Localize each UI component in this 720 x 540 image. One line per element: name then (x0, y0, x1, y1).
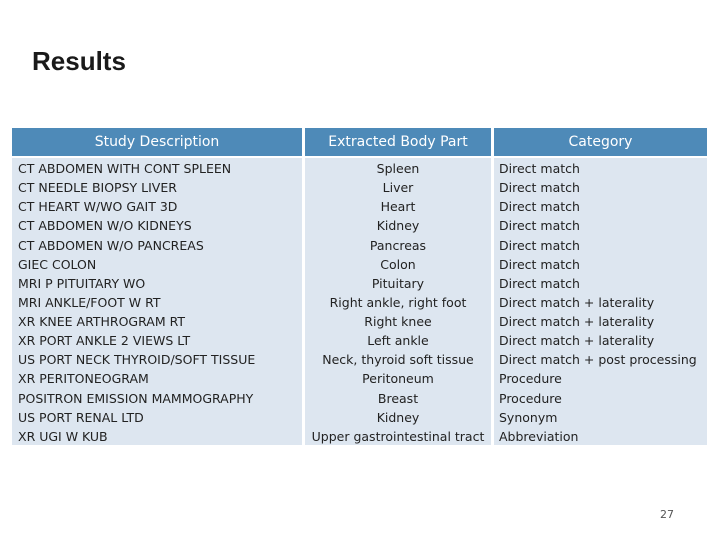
category-cell: Direct match (499, 180, 580, 196)
study-description-cell: CT NEEDLE BIOPSY LIVER (18, 180, 177, 196)
header-extracted-body-part: Extracted Body Part (305, 128, 491, 156)
study-description-cell: US PORT NECK THYROID/SOFT TISSUE (18, 352, 256, 368)
body-part-cell: Colon (380, 256, 416, 272)
study-description-cell: MRI P PITUITARY WO (18, 275, 146, 291)
category-column (494, 158, 707, 445)
body-part-cell: Right knee (364, 314, 432, 329)
header-study-description: Study Description (12, 128, 302, 156)
page-number: 27 (660, 508, 674, 521)
category-cell: Direct match (499, 199, 580, 215)
study-description-cell: CT ABDOMEN WITH CONT SPLEEN (18, 161, 232, 176)
category-cell: Direct match + laterality (499, 314, 655, 329)
study-description-cell: US PORT RENAL LTD (18, 409, 144, 425)
body-part-cell: Left ankle (367, 333, 429, 349)
category-cell: Direct match (499, 237, 580, 253)
study-description-cell: GIEC COLON (18, 256, 97, 272)
body-part-cell: Spleen (376, 161, 420, 176)
category-cell: Synonym (499, 409, 558, 425)
category-cell: Direct match (499, 161, 580, 176)
body-part-cell: Peritoneum (362, 371, 434, 387)
body-part-cell: Upper gastrointestinal tract (311, 428, 485, 444)
body-part-cell: Pancreas (369, 237, 427, 253)
study-description-cell: XR PORT ANKLE 2 VIEWS LT (18, 333, 191, 349)
study-description-column (12, 158, 302, 445)
category-cell: Direct match + laterality (499, 333, 655, 349)
body-part-cell: Kidney (376, 409, 420, 425)
study-description-cell: CT ABDOMEN W/O KIDNEYS (18, 218, 192, 234)
category-cell: Direct match (499, 275, 580, 291)
body-part-cell: Pituitary (371, 275, 425, 291)
study-description-cell: XR KNEE ARTHROGRAM RT (18, 314, 186, 329)
body-part-cell: Right ankle, right foot (329, 294, 467, 310)
body-part-column (305, 158, 491, 445)
category-cell: Direct match (499, 256, 580, 272)
study-description-cell: CT ABDOMEN W/O PANCREAS (18, 237, 204, 253)
category-cell: Direct match + post processing (499, 352, 697, 368)
slide-title: Results (32, 46, 126, 76)
body-part-cell: Liver (382, 180, 414, 196)
study-description-cell: CT HEART W/WO GAIT 3D (18, 199, 178, 215)
category-cell: Procedure (499, 371, 562, 387)
study-description-cell: XR UGI W KUB (18, 428, 108, 444)
body-part-cell: Neck, thyroid soft tissue (322, 352, 474, 368)
body-part-cell: Heart (380, 199, 416, 215)
category-cell: Direct match (499, 218, 580, 234)
body-part-cell: Breast (377, 390, 419, 406)
study-description-cell: XR PERITONEOGRAM (18, 371, 149, 387)
study-description-cell: MRI ANKLE/FOOT W RT (18, 294, 161, 310)
category-cell: Abbreviation (499, 428, 579, 444)
body-part-cell: Kidney (376, 218, 420, 234)
category-cell: Direct match + laterality (499, 294, 655, 310)
category-cell: Procedure (499, 390, 562, 406)
study-description-cell: POSITRON EMISSION MAMMOGRAPHY (18, 390, 254, 406)
header-category: Category (494, 128, 707, 156)
